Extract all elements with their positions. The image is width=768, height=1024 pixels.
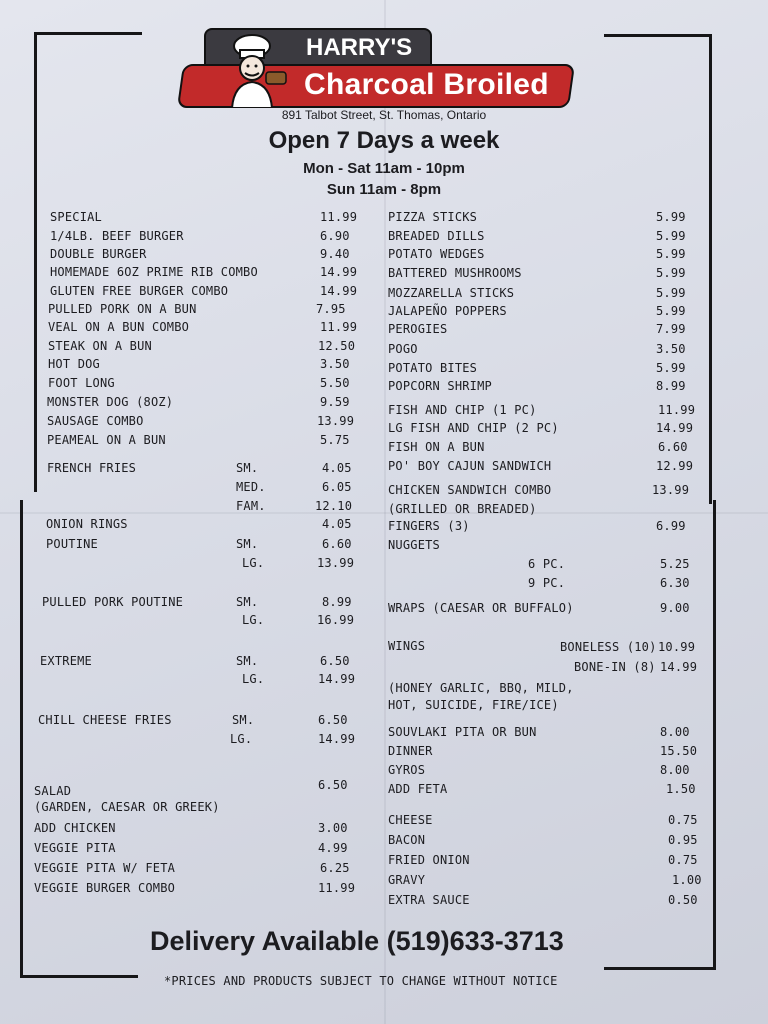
left-item-name: ADD CHICKEN	[34, 821, 116, 835]
right-item-price: 12.99	[656, 459, 694, 473]
left-item-name: EXTREME	[40, 654, 92, 668]
left-item-name: FOOT LONG	[48, 376, 115, 390]
right-item-price: 5.99	[656, 361, 686, 375]
right-item-name: MOZZARELLA STICKS	[388, 286, 515, 300]
left-item-name: (GARDEN, CAESAR OR GREEK)	[34, 800, 220, 814]
right-item-name: POTATO BITES	[388, 361, 478, 375]
delivery-line: Delivery Available (519)633-3713	[150, 926, 564, 956]
right-item-name: BATTERED MUSHROOMS	[388, 266, 522, 280]
left-item-price: 7.95	[316, 302, 346, 316]
right-item-size: 9 PC.	[528, 576, 566, 590]
left-item-name: DOUBLE BURGER	[50, 247, 147, 261]
left-item-price: 5.75	[320, 433, 350, 447]
right-item-price: 11.99	[658, 403, 696, 417]
right-item-price: 1.50	[666, 782, 696, 796]
right-item-price: 7.99	[656, 322, 686, 336]
left-item-name: GLUTEN FREE BURGER COMBO	[50, 284, 229, 298]
left-item-name: VEGGIE PITA W/ FETA	[34, 861, 176, 875]
left-item-name: MONSTER DOG (8OZ)	[47, 395, 174, 409]
right-item-name: WINGS	[388, 639, 426, 653]
harrys-logo	[180, 28, 572, 108]
right-item-name: HOT, SUICIDE, FIRE/ICE)	[388, 698, 559, 712]
right-item-price: 3.50	[656, 342, 686, 356]
right-item-price: 6.99	[656, 519, 686, 533]
left-item-price: 12.50	[318, 339, 356, 353]
right-item-price: 5.99	[656, 304, 686, 318]
left-item-name: ONION RINGS	[46, 517, 128, 531]
right-item-name: NUGGETS	[388, 538, 440, 552]
right-item-price: 8.99	[656, 379, 686, 393]
right-item-name: EXTRA SAUCE	[388, 893, 470, 907]
left-item-price: 11.99	[320, 210, 358, 224]
left-item-price: 3.50	[320, 357, 350, 371]
left-item-size: SM.	[236, 595, 259, 609]
right-item-name: LG FISH AND CHIP (2 PC)	[388, 421, 559, 435]
right-item-price: 9.00	[660, 601, 690, 615]
right-item-price: 5.99	[656, 247, 686, 261]
hours-sunday: Sun 11am - 8pm	[326, 181, 442, 198]
right-item-name: FINGERS (3)	[388, 519, 470, 533]
left-item-price: 4.99	[318, 841, 348, 855]
left-item-size: FAM.	[236, 499, 266, 513]
right-item-name: (HONEY GARLIC, BBQ, MILD,	[388, 681, 574, 695]
left-item-name: SALAD	[34, 784, 72, 798]
right-item-name: PIZZA STICKS	[388, 210, 478, 224]
right-item-name: GRAVY	[388, 873, 426, 887]
left-item-size: LG.	[230, 732, 253, 746]
left-item-price: 9.59	[320, 395, 350, 409]
right-item-name: GYROS	[388, 763, 426, 777]
right-item-name: JALAPEÑO POPPERS	[388, 304, 507, 318]
left-item-price: 4.05	[322, 517, 352, 531]
right-item-name: BACON	[388, 833, 426, 847]
right-item-price: 5.99	[656, 266, 686, 280]
left-item-price: 4.05	[322, 461, 352, 475]
left-item-price: 8.99	[322, 595, 352, 609]
right-item-price: 1.00	[672, 873, 702, 887]
right-item-name: PEROGIES	[388, 322, 448, 336]
left-item-price: 12.10	[315, 499, 353, 513]
left-item-price: 5.50	[320, 376, 350, 390]
left-item-name: PEAMEAL ON A BUN	[47, 433, 166, 447]
right-item-name: POGO	[388, 342, 418, 356]
right-item-price: 14.99	[656, 421, 694, 435]
left-item-price: 6.60	[322, 537, 352, 551]
left-item-size: MED.	[236, 480, 266, 494]
left-item-name: STEAK ON A BUN	[48, 339, 152, 353]
left-item-price: 14.99	[320, 284, 358, 298]
left-item-price: 13.99	[317, 414, 355, 428]
left-item-size: SM.	[232, 713, 255, 727]
right-item-name: FISH AND CHIP (1 PC)	[388, 403, 537, 417]
right-item-price: 5.99	[656, 286, 686, 300]
left-item-size: LG.	[242, 613, 265, 627]
left-item-price: 6.05	[322, 480, 352, 494]
right-item-price: 15.50	[660, 744, 698, 758]
right-item-price: 5.99	[656, 229, 686, 243]
right-item-size: BONELESS (10)	[560, 640, 657, 654]
right-item-price: 6.30	[660, 576, 690, 590]
left-item-price: 6.50	[320, 654, 350, 668]
right-item-price: 8.00	[660, 763, 690, 777]
left-item-price: 13.99	[317, 556, 355, 570]
open-days-heading: Open 7 Days a week	[268, 127, 500, 154]
left-item-price: 14.99	[318, 732, 356, 746]
hours-weekday: Mon - Sat 11am - 10pm	[303, 160, 465, 177]
right-item-name: FRIED ONION	[388, 853, 470, 867]
left-item-size: LG.	[242, 672, 265, 686]
left-item-name: VEGGIE PITA	[34, 841, 116, 855]
left-item-name: 1/4LB. BEEF BURGER	[50, 229, 184, 243]
left-item-price: 9.40	[320, 247, 350, 261]
right-item-name: SOUVLAKI PITA OR BUN	[388, 725, 537, 739]
left-item-size: SM.	[236, 654, 259, 668]
logo-line2: Charcoal Broiled	[304, 68, 549, 101]
left-item-name: PULLED PORK POUTINE	[42, 595, 184, 609]
right-item-name: WRAPS (CAESAR OR BUFFALO)	[388, 601, 574, 615]
right-item-size: 6 PC.	[528, 557, 566, 571]
right-item-name: CHICKEN SANDWICH COMBO	[388, 483, 552, 497]
left-item-price: 11.99	[318, 881, 356, 895]
disclaimer: *PRICES AND PRODUCTS SUBJECT TO CHANGE WITHOUT NOTICE	[164, 974, 558, 988]
right-item-name: POTATO WEDGES	[388, 247, 485, 261]
left-item-name: FRENCH FRIES	[47, 461, 137, 475]
right-item-price: 0.75	[668, 813, 698, 827]
left-item-price: 6.50	[318, 713, 348, 727]
left-item-price: 3.00	[318, 821, 348, 835]
left-item-name: SPECIAL	[50, 210, 102, 224]
right-item-size: BONE-IN (8)	[574, 660, 656, 674]
left-item-size: LG.	[242, 556, 265, 570]
right-item-name: ADD FETA	[388, 782, 448, 796]
left-item-price: 16.99	[317, 613, 355, 627]
border-corner-bottom-left	[20, 500, 138, 978]
left-item-price: 6.50	[318, 778, 348, 792]
left-item-name: HOT DOG	[48, 357, 100, 371]
left-item-name: SAUSAGE COMBO	[47, 414, 144, 428]
left-item-name: POUTINE	[46, 537, 98, 551]
logo-line1: HARRY'S	[306, 34, 413, 61]
right-item-name: (GRILLED OR BREADED)	[388, 502, 537, 516]
left-item-name: VEAL ON A BUN COMBO	[48, 320, 190, 334]
right-item-price: 0.50	[668, 893, 698, 907]
right-item-price: 13.99	[652, 483, 690, 497]
right-item-name: PO' BOY CAJUN SANDWICH	[388, 459, 552, 473]
left-item-price: 6.25	[320, 861, 350, 875]
right-item-price: 0.75	[668, 853, 698, 867]
right-item-price: 6.60	[658, 440, 688, 454]
right-item-name: POPCORN SHRIMP	[388, 379, 492, 393]
right-item-price: 8.00	[660, 725, 690, 739]
address: 891 Talbot Street, St. Thomas, Ontario	[281, 108, 487, 122]
right-item-price: 5.99	[656, 210, 686, 224]
left-item-size: SM.	[236, 461, 259, 475]
left-item-size: SM.	[236, 537, 259, 551]
right-item-name: FISH ON A BUN	[388, 440, 485, 454]
left-item-name: CHILL CHEESE FRIES	[38, 713, 172, 727]
right-item-name: BREADED DILLS	[388, 229, 485, 243]
left-item-price: 11.99	[320, 320, 358, 334]
right-item-price: 14.99	[660, 660, 698, 674]
left-item-name: HOMEMADE 6OZ PRIME RIB COMBO	[50, 265, 258, 279]
right-item-name: CHEESE	[388, 813, 433, 827]
left-item-name: VEGGIE BURGER COMBO	[34, 881, 176, 895]
right-item-name: DINNER	[388, 744, 433, 758]
left-item-name: PULLED PORK ON A BUN	[48, 302, 197, 316]
left-item-price: 14.99	[318, 672, 356, 686]
right-item-price: 5.25	[660, 557, 690, 571]
left-item-price: 14.99	[320, 265, 358, 279]
right-item-price: 0.95	[668, 833, 698, 847]
right-item-price: 10.99	[658, 640, 696, 654]
left-item-price: 6.90	[320, 229, 350, 243]
chef-mascot-icon	[218, 32, 294, 108]
